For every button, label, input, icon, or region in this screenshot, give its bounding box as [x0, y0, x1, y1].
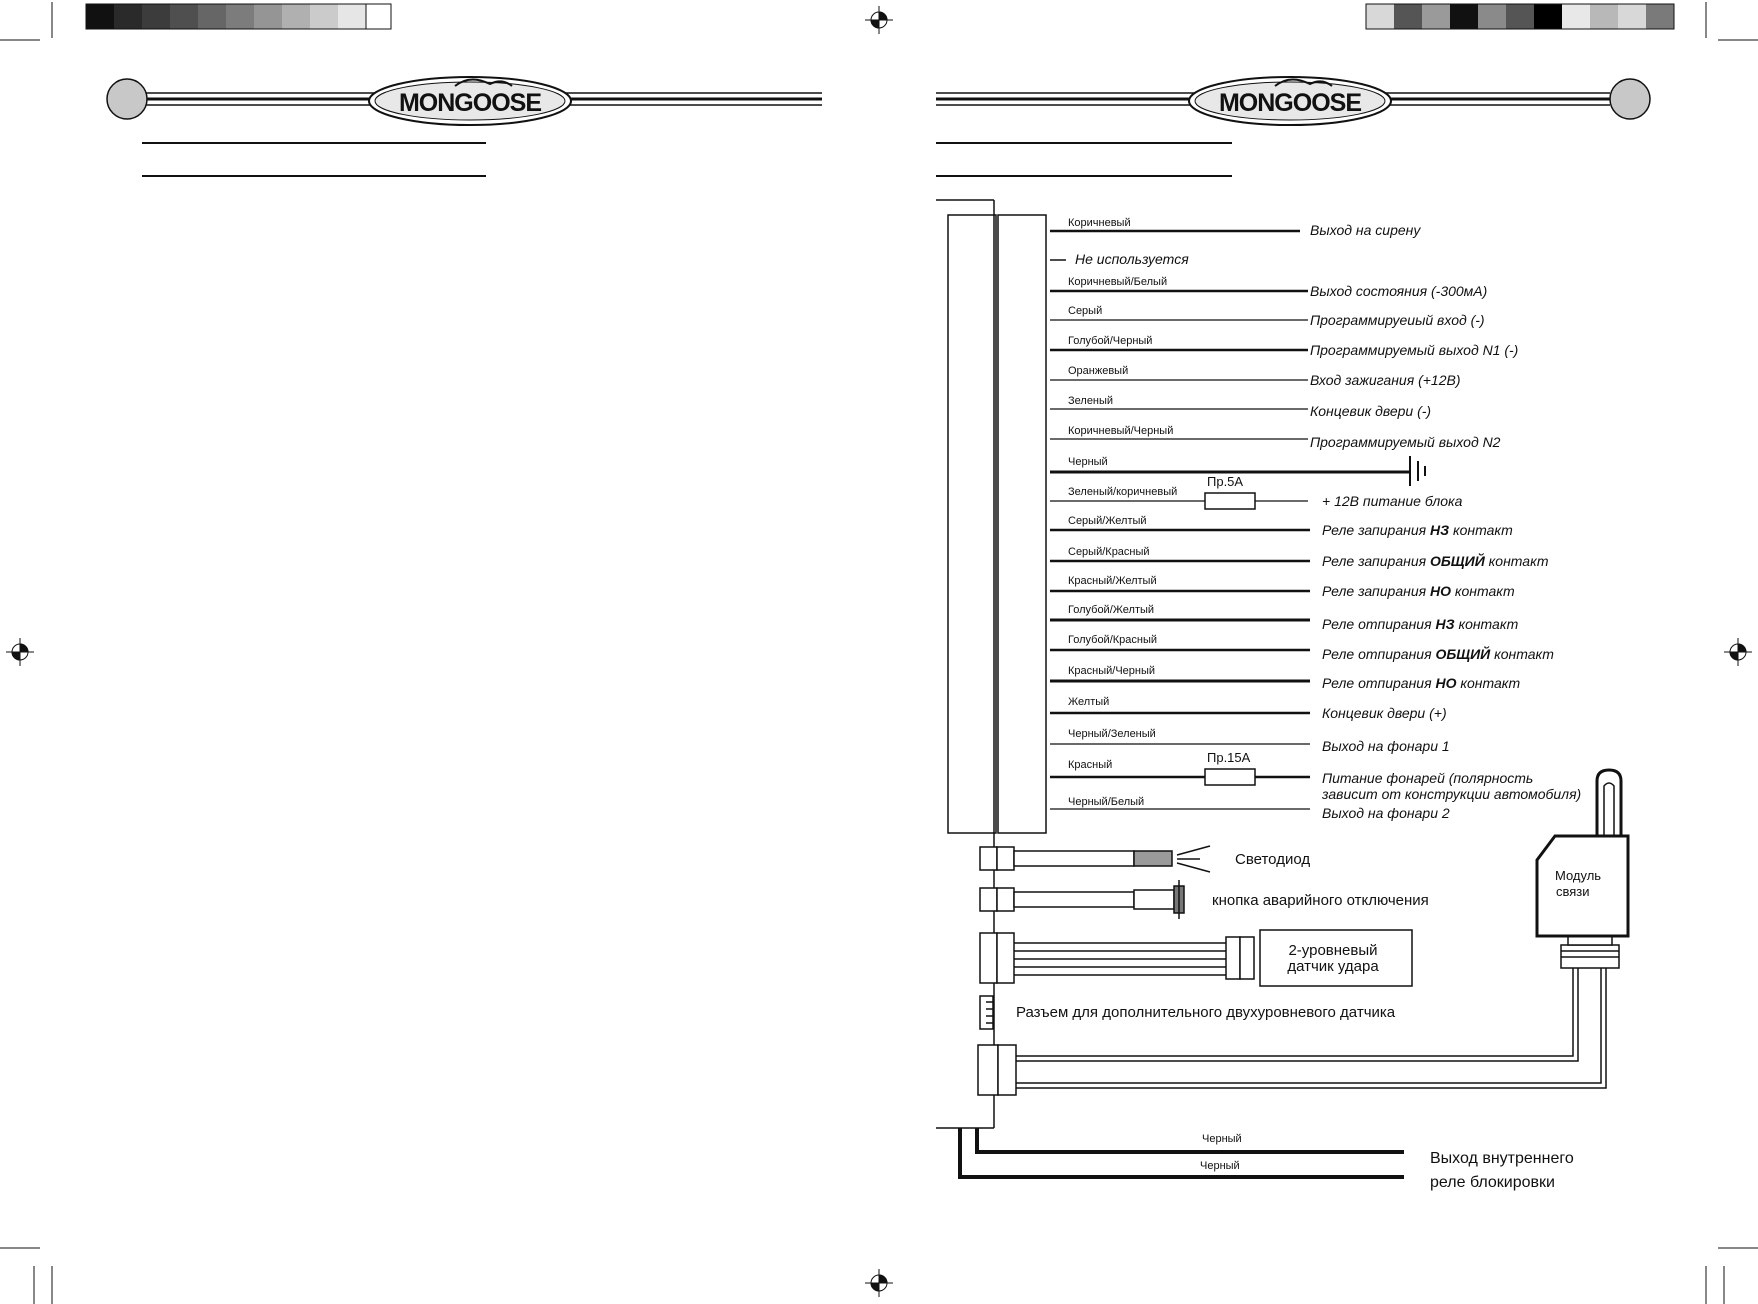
wire-function-label: Реле запирания НЗ контакт	[1322, 522, 1513, 538]
wire-function-label: Вход зажигания (+12В)	[1310, 372, 1461, 388]
fuse-rating: Пр.5А	[1207, 474, 1244, 489]
comm-module-label-1: Модуль	[1555, 868, 1602, 883]
header-bullet-right	[1610, 79, 1650, 119]
header-right	[936, 77, 1650, 176]
relay-wire-2-color: Черный	[1200, 1160, 1240, 1172]
wire-function-label: Реле отпирания ОБЩИЙ контакт	[1322, 646, 1554, 662]
wire-color-label: Красный/Черный	[1068, 665, 1156, 677]
wire-color-label: Черный/Зеленый	[1068, 728, 1156, 740]
wire-function-label: Питание фонарей (полярность	[1322, 770, 1534, 786]
wire-5	[1050, 335, 1518, 358]
registration-mark-bottom	[865, 1269, 893, 1297]
fuse-icon	[1205, 493, 1255, 509]
fuse-icon	[1205, 769, 1255, 785]
wire-function-label: + 12В питание блока	[1322, 493, 1463, 509]
shock-sensor-label-2: датчик удара	[1287, 958, 1379, 975]
wire-color-label: Черный/Белый	[1068, 796, 1145, 808]
wire-function-label: Не используется	[1075, 251, 1189, 267]
wire-16	[1050, 665, 1521, 691]
aux-sensor-connector	[980, 996, 993, 1029]
wire-function-label: Выход на сирену	[1310, 222, 1421, 238]
registration-mark-top	[865, 6, 893, 34]
wire-color-label: Коричневый	[1068, 217, 1131, 229]
wire-6	[1050, 365, 1461, 388]
wire-function-label: Реле отпирания НЗ контакт	[1322, 616, 1519, 632]
relay-wire-1-color: Черный	[1202, 1133, 1242, 1145]
shock-sensor-label-1: 2-уровневый	[1288, 942, 1378, 959]
fuse-rating: Пр.15А	[1207, 750, 1251, 765]
wire-function-label: Программируеиый вход (-)	[1310, 312, 1485, 328]
wire-9	[1050, 456, 1410, 472]
wire-function-label: Выход на фонари 1	[1322, 738, 1450, 754]
wire-color-label: Голубой/Черный	[1068, 335, 1153, 347]
wire-3	[1050, 276, 1487, 299]
wire-4	[1050, 305, 1485, 328]
wire-color-label: Коричневый/Черный	[1068, 425, 1174, 437]
wire-2	[1050, 251, 1189, 267]
alarm-main-unit	[936, 200, 1046, 1128]
led-icon	[1134, 851, 1172, 866]
wire-function-label: Выход состояния (-300мА)	[1310, 283, 1488, 299]
wire-19	[1050, 750, 1581, 802]
color-bar-left	[86, 4, 391, 29]
wire-color-label: Зеленый	[1068, 395, 1114, 407]
emergency-button-connector	[980, 880, 1184, 919]
wire-1	[1050, 217, 1421, 238]
wire-function-label: Концевик двери (+)	[1322, 705, 1447, 721]
wire-function-label: Выход на фонари 2	[1322, 805, 1450, 821]
registration-mark-left	[6, 638, 34, 666]
relay-output-label-2: реле блокировки	[1430, 1174, 1555, 1191]
wire-color-label: Черный	[1068, 456, 1108, 468]
comm-module-label-2: связи	[1556, 884, 1590, 899]
wire-color-label: Зеленый/коричневый	[1068, 486, 1178, 498]
header-left	[107, 77, 822, 176]
relay-output-label-1: Выход внутреннего	[1430, 1150, 1574, 1167]
wire-11	[1050, 515, 1513, 538]
wire-color-label: Голубой/Красный	[1068, 634, 1158, 646]
wire-function-label: Реле отпирания НО контакт	[1322, 675, 1521, 691]
wire-8	[1050, 425, 1501, 450]
wire-function-label: Реле запирания ОБЩИЙ контакт	[1322, 553, 1549, 569]
wire-14	[1050, 604, 1519, 632]
led-label: Светодиод	[1235, 851, 1311, 868]
registration-mark-right	[1724, 638, 1752, 666]
wire-12	[1050, 546, 1549, 569]
wire-15	[1050, 634, 1554, 662]
brand-logo-left: MONGOOSE	[398, 89, 542, 117]
wire-color-label: Красный	[1068, 759, 1113, 771]
wire-13	[1050, 575, 1515, 599]
wire-7	[1050, 395, 1431, 419]
wire-17	[1050, 696, 1447, 721]
wire-color-label: Серый/Желтый	[1068, 515, 1147, 527]
wire-color-label: Желтый	[1068, 696, 1110, 708]
led-connector	[980, 846, 1210, 872]
wire-10	[1050, 474, 1463, 509]
wire-color-label: Коричневый/Белый	[1068, 276, 1168, 288]
relay-output-wires	[960, 1128, 1404, 1177]
wire-function-label: Концевик двери (-)	[1310, 403, 1432, 419]
header-bullet-left	[107, 79, 147, 119]
wire-function-label: Программируемый выход N2	[1310, 434, 1501, 450]
ground-symbol-icon	[1410, 456, 1425, 486]
emergency-button-label: кнопка аварийного отключения	[1212, 892, 1429, 909]
wire-color-label: Серый/Красный	[1068, 546, 1150, 558]
wire-color-label: Голубой/Желтый	[1068, 604, 1155, 616]
aux-connector-label: Разъем для дополнительного двухуровневого датчика	[1016, 1004, 1396, 1021]
wire-color-label: Оранжевый	[1068, 365, 1129, 377]
wire-color-label: Красный/Желтый	[1068, 575, 1157, 587]
wire-color-label: Серый	[1068, 305, 1103, 317]
color-bar-right	[1366, 4, 1674, 29]
wire-function-label-2: зависит от конструкции автомобиля)	[1322, 786, 1582, 802]
wire-harness	[1050, 217, 1581, 821]
wire-function-label: Реле запирания НО контакт	[1322, 583, 1515, 599]
wire-function-label: Программируемый выход N1 (-)	[1310, 342, 1519, 358]
brand-logo-right: MONGOOSE	[1218, 89, 1362, 117]
